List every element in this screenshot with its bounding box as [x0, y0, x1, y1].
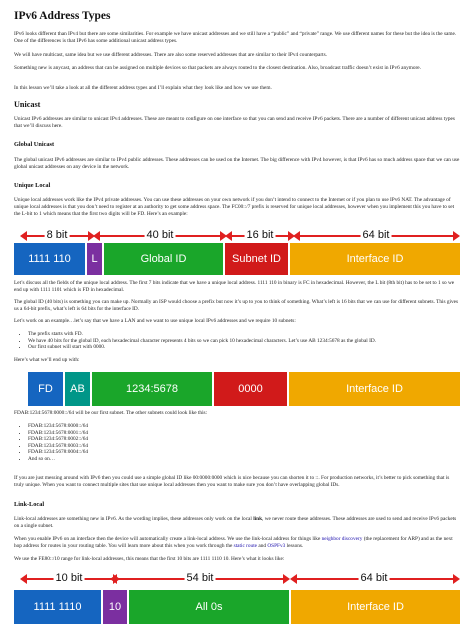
fe80-prefix-cell: 1111 1110 — [14, 590, 101, 624]
link-local-paragraph-1 — [14, 516, 460, 530]
static-route-link[interactable]: static route — [233, 542, 258, 549]
first-subnet-paragraph: FDAB:1234:5678:0000::/64 will be our first subnet. The other subnets could look like this: — [14, 410, 208, 416]
intro-paragraph-2: We will have multicast, same idea but we use different addresses. There are also some reserved addresses that are similar to their IPv4 counterparts. — [14, 52, 327, 58]
list-item: • FDAB:1234:5678:0004::/64 — [28, 449, 322, 456]
list-item: • Our first subnet will start with 0000. — [28, 344, 452, 351]
unicast-heading: Unicast — [14, 100, 41, 109]
result-intro-paragraph: Here’s what we’ll end up with: — [14, 357, 80, 363]
link-local-heading: Link-Local — [14, 501, 45, 508]
arrow-label-64-bit: 64 bit — [360, 572, 388, 584]
all-zeros-cell: All 0s — [129, 590, 289, 624]
intro-paragraph-1: IPv6 looks different than IPv4 but there are some similarities. For example we have unicast addresses and we still have a “public” and “private” range. We use different names for these but the idea is the same. One of the differences is that IPv6 has some additional unicast address types. — [14, 31, 457, 44]
list-item: • FDAB:1234:5678:0002::/64 — [28, 436, 322, 443]
subnet-value-cell: 0000 — [214, 372, 287, 406]
list-item: • And so on… — [28, 456, 322, 463]
l-bit-cell: L — [87, 243, 102, 275]
unique-local-format-diagram — [14, 229, 460, 277]
list-item: • FDAB:1234:5678:0003::/64 — [28, 443, 322, 450]
interface-id-cell: Interface ID — [291, 590, 460, 624]
list-item: • FDAB:1234:5678:0000::/64 — [28, 423, 322, 430]
text-segment: (the replacement for ARP) and as the next hop address for routes in your routing table. You will learn more about this when you work through the — [14, 536, 453, 549]
ab-cell: AB — [65, 372, 90, 406]
interface-id-cell: Interface ID — [290, 243, 460, 275]
link-local-range-paragraph: We use the FE80::/10 range for link-local addresses, this means that the first 10 bits are 1111 1110 10. Here’s what it looks like: — [14, 556, 285, 562]
example-intro-paragraph: Let’s work on an example…let’s say that we have a LAN and we want to use unique local IPv6 addresses and we require 10 subnets: — [14, 318, 296, 324]
bit-width-arrows — [14, 572, 460, 586]
global-id-cell: Global ID — [104, 243, 223, 275]
unique-local-heading: Unique Local — [14, 182, 51, 189]
list-item: • The prefix starts with FD. — [28, 331, 452, 338]
subnet-list — [22, 423, 322, 463]
arrow-label-64-bit: 64 bit — [362, 229, 390, 241]
unique-local-example-diagram — [14, 372, 460, 406]
intro-paragraph-4: In this lesson we’ll take a look at all the different address types and I’ll explain what they look like and how we use them. — [14, 85, 272, 91]
fields-paragraph: Let’s discuss all the fields of the unique local address. The first 7 bits indicate that we have a unique local address. 1111 110 in binary is FC in hexadecimal. However, the L bit (8th bit) has to be set to 1 so we end up with 1111 1101 which is FD in hexadecimal. — [14, 280, 455, 293]
global-id-value-cell: 1234:5678 — [92, 372, 212, 406]
unique-local-paragraph: Unique local addresses work like the IPv4 private addresses. You can use these addresses on your own network if you don’t intend to connect to the Internet or if you plan to use IPv6 NAT. The advantage of unique local addresses is that you don’t need to register at an authority to get some address space. The FC00::/7 prefix is reserved for unique local addresses, however when you implement this you have to set the L-bit to 1 which means that the first two digits will be FD. Here’s an example: — [14, 197, 455, 217]
prefix-bits-cell: 1111 110 — [14, 243, 85, 275]
interface-id-cell: Interface ID — [289, 372, 460, 406]
link-local-paragraph-2 — [14, 536, 460, 550]
arrow-label-40-bit: 40 bit — [146, 229, 174, 241]
arrow-label-10-bit: 10 bit — [55, 572, 83, 584]
global-id-tip-paragraph: If you are just messing around with IPv6 then you could use a simple global ID like 00:0000:0000 which is nice because you can shorten it to ::. For production networks, it’s better to pick something that is truly unique. When you want to connect multiple sites that use unique local addresses then you want to make sure you don’t have overlapping global IDs. — [14, 475, 450, 488]
link-local-format-diagram — [14, 572, 460, 624]
subnet-id-cell: Subnet ID — [225, 243, 288, 275]
example-steps-list — [22, 331, 452, 351]
text-segment: Link-local addresses are something new in IPv6. As the wording implies, these addresses only work on the local — [14, 516, 254, 522]
ten-bits-cell: 10 — [103, 590, 127, 624]
bit-width-arrows — [14, 229, 460, 243]
arrow-label-16-bit: 16 bit — [246, 229, 274, 241]
intro-paragraph-3: Something new is anycast, an address that can be assigned on multiple devices so that packets are always routed to the closest destination. Also, broadcast traffic doesn’t exist in IPv6 anymore. — [14, 65, 421, 71]
global-unicast-paragraph: The global unicast IPv6 addresses are similar to IPv4 public addresses. These addresses can be used on the Internet. The big difference with IPv4 however, is that IPv6 has so much address space that we can use global unicast addresses on any device in the network. — [14, 157, 460, 170]
ospfv3-link[interactable]: OSPFv3 — [267, 542, 286, 549]
global-id-paragraph: The global ID (40 bits) is something you can make up. Normally an ISP would choose a prefix but now it’s up to you to think of something. What’s left is 16 bits that we can use for different subnets. This gives us a 64-bit prefix, what’s left is 64 bits for the interface ID. — [14, 299, 459, 312]
emphasis-link: link — [253, 516, 263, 522]
text-segment: , we never route these addresses. These addresses are used to send and receive IPv6 packets on a single subnet. — [14, 516, 457, 529]
page-title: IPv6 Address Types — [14, 10, 111, 22]
text-segment: When you enable IPv6 on an interface then the device will automatically create a link-local address. We use the link-local address for things like — [14, 536, 322, 542]
text-segment: lessons. — [285, 542, 304, 549]
global-unicast-heading: Global Unicast — [14, 141, 55, 148]
list-item: • FDAB:1234:5678:0001::/64 — [28, 430, 322, 437]
arrow-label-54-bit: 54 bit — [186, 572, 214, 584]
unicast-paragraph: Unicast IPv6 addresses are similar to unicast IPv4 addresses. These are meant to configure on one interface so that you can send and receive IPv6 packets. There are a number of different unicast address types that we’ll discuss here. — [14, 116, 455, 129]
neighbor-discovery-link[interactable]: neighbor discovery — [321, 536, 363, 542]
arrow-label-8-bit: 8 bit — [46, 229, 68, 241]
list-item: • We have 40 bits for the global ID, each hexadecimal character represents 4 bits so we can pick 10 hexadecimal characters. Let’s use AB 1234:5678 as the global ID. — [28, 338, 452, 345]
text-segment: and — [257, 542, 268, 549]
fd-prefix-cell: FD — [28, 372, 63, 406]
